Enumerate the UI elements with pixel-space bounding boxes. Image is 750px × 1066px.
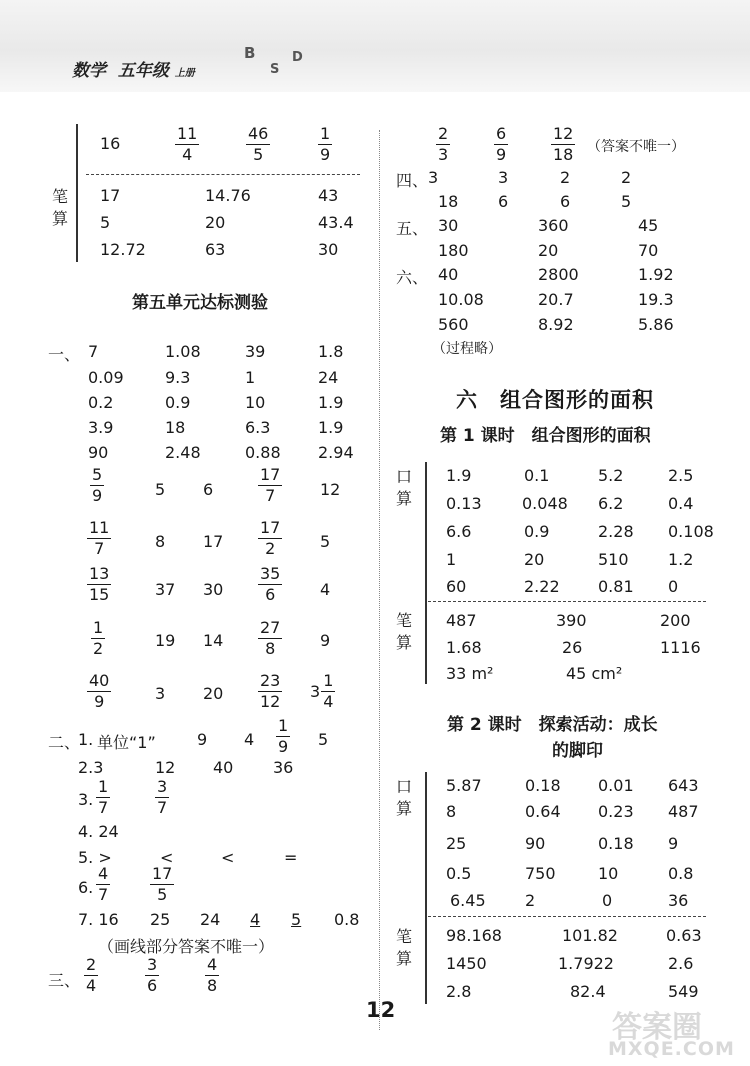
l2-kousuan-cell: 643 bbox=[668, 776, 699, 795]
s1-mixed-number: 3 $\frac{1}{4}$ bbox=[310, 671, 334, 711]
l1-kousuan-cell: 2.28 bbox=[598, 522, 634, 541]
l2-kousuan-label: 口 算 bbox=[395, 777, 412, 818]
left-top-value: 16 bbox=[100, 134, 121, 153]
l2-bisuan-cell: 0.63 bbox=[666, 926, 702, 945]
l1-kousuan-cell: 0.1 bbox=[524, 466, 550, 485]
s1-fraction: $\frac{35}{6}$ bbox=[260, 564, 281, 604]
left-bisuan-cell: 30 bbox=[318, 240, 339, 259]
l1-kousuan-cell: 0.81 bbox=[598, 577, 634, 596]
l2-kousuan-cell: 0.01 bbox=[598, 776, 634, 795]
left-bisuan-cell: 43 bbox=[318, 186, 339, 205]
s2-item1-value: 4 bbox=[244, 730, 255, 749]
s2-item7-underlined: 5 bbox=[291, 910, 302, 929]
right-top-note: （答案不唯一） bbox=[587, 139, 685, 155]
s1-fraction: $\frac{1}{2}$ bbox=[93, 618, 104, 658]
s4-cell: 6 bbox=[498, 192, 509, 211]
l1-kousuan-cell: 1.9 bbox=[446, 466, 472, 485]
s5-cell: 360 bbox=[538, 216, 569, 235]
section-1-label: 一、 bbox=[48, 345, 81, 364]
s2-item2-value: 12 bbox=[155, 758, 176, 777]
s1-cell: 1.9 bbox=[318, 393, 344, 412]
l1-kousuan-cell: 6.6 bbox=[446, 522, 472, 541]
section-2-label: 二、 bbox=[48, 733, 81, 752]
l1-kousuan-cell: 1.2 bbox=[668, 550, 694, 569]
l1-bisuan-label: 笔 算 bbox=[395, 611, 412, 652]
l1-kousuan-cell: 2.22 bbox=[524, 577, 560, 596]
watermark-url: MXQE.COM bbox=[608, 1038, 735, 1060]
s1-fraction: $\frac{17}{7}$ bbox=[260, 465, 281, 505]
l2-bisuan-cell: 2.8 bbox=[446, 982, 472, 1001]
l2-kousuan-cell: 8 bbox=[446, 802, 457, 821]
s5-cell: 70 bbox=[638, 241, 659, 260]
l1-kousuan-cell: 0.108 bbox=[668, 522, 714, 541]
l1-bisuan-cell: 390 bbox=[556, 611, 587, 630]
s1-frac-row-value: 5 bbox=[320, 532, 331, 551]
left-bisuan-label: 笔 算 bbox=[51, 187, 68, 228]
edition-letter-s: S bbox=[270, 62, 280, 77]
l2-bisuan-cell: 82.4 bbox=[570, 982, 606, 1001]
s4-cell: 2 bbox=[621, 168, 632, 187]
l2-bisuan-cell: 1450 bbox=[446, 954, 487, 973]
s2-item1-value: 9 bbox=[197, 730, 208, 749]
s2-note: （画线部分答案不唯一） bbox=[98, 937, 275, 956]
l2-kousuan-cell: 36 bbox=[668, 891, 689, 910]
l2-kousuan-cell: 0.8 bbox=[668, 864, 694, 883]
s2-item7-value: 7. 16 bbox=[78, 910, 119, 929]
s3-fraction-3: $\frac{4}{8}$ bbox=[207, 955, 218, 995]
s4-cell: 3 bbox=[498, 168, 509, 187]
s2-item2-value: 40 bbox=[213, 758, 234, 777]
s4-cell: 2 bbox=[560, 168, 571, 187]
l1-kousuan-cell: 6.2 bbox=[598, 494, 624, 513]
l1-bisuan-cell: 26 bbox=[562, 638, 583, 657]
l1-bisuan-cell: 1.68 bbox=[446, 638, 482, 657]
l2-kousuan-cell: 10 bbox=[598, 864, 619, 883]
s5-cell: 20 bbox=[538, 241, 559, 260]
s1-cell: 90 bbox=[88, 443, 109, 462]
l2-kousuan-cell: 5.87 bbox=[446, 776, 482, 795]
s1-cell: 6.3 bbox=[245, 418, 271, 437]
l2-vertical-rule bbox=[425, 772, 427, 1004]
s1-frac-row-value: 6 bbox=[203, 480, 214, 499]
left-top-fraction-2: $\frac{46}{5}$ bbox=[248, 124, 269, 164]
l2-bisuan-cell: 101.82 bbox=[562, 926, 618, 945]
left-bisuan-cell: 17 bbox=[100, 186, 121, 205]
s1-frac-row-value: 9 bbox=[320, 631, 331, 650]
s1-frac-row-value: 12 bbox=[320, 480, 341, 499]
s2-item3-fraction-1: $\frac{1}{7}$ bbox=[98, 777, 109, 817]
l1-area-answer: 33 m² bbox=[446, 664, 494, 683]
left-bisuan-cell: 43.4 bbox=[318, 213, 354, 232]
s1-frac-row-value: 20 bbox=[203, 684, 224, 703]
l2-bisuan-label: 笔 算 bbox=[395, 927, 412, 968]
s1-fraction: $\frac{23}{12}$ bbox=[260, 671, 281, 711]
s4-cell: 5 bbox=[621, 192, 632, 211]
s1-cell: 7 bbox=[88, 342, 99, 361]
left-bisuan-cell: 20 bbox=[205, 213, 226, 232]
s4-cell: 3 bbox=[428, 168, 439, 187]
lesson-2-title-line-2: 的脚印 bbox=[552, 741, 603, 761]
left-dashed-separator bbox=[86, 174, 360, 175]
s2-item6-fraction-2: $\frac{17}{5}$ bbox=[152, 864, 173, 904]
l1-area-answer: 45 cm² bbox=[566, 664, 623, 683]
edition-letter-d: D bbox=[292, 50, 303, 65]
header-subject: 数学 五年级 上册 bbox=[72, 61, 195, 81]
l1-kousuan-cell: 510 bbox=[598, 550, 629, 569]
s6-cell: 5.86 bbox=[638, 315, 674, 334]
page-number: 12 bbox=[366, 998, 396, 1022]
s1-frac-row-value: 17 bbox=[203, 532, 224, 551]
s1-frac-row-value: 19 bbox=[155, 631, 176, 650]
s2-item6-prefix: 6. bbox=[78, 878, 94, 897]
s2-item2-value: 2.3 bbox=[78, 758, 104, 777]
l1-kousuan-cell: 0.9 bbox=[524, 522, 550, 541]
s2-item5-value: = bbox=[284, 848, 298, 867]
s6-cell: 20.7 bbox=[538, 290, 574, 309]
column-divider bbox=[379, 130, 380, 1030]
section-6-label: 六、 bbox=[396, 268, 429, 287]
s4-cell: 6 bbox=[560, 192, 571, 211]
s1-fraction: $\frac{40}{9}$ bbox=[89, 671, 110, 711]
s1-cell: 10 bbox=[245, 393, 266, 412]
s1-cell: 2.48 bbox=[165, 443, 201, 462]
l2-kousuan-cell: 0.64 bbox=[525, 802, 561, 821]
s6-cell: 560 bbox=[438, 315, 469, 334]
s3-fraction-1: $\frac{2}{4}$ bbox=[86, 955, 97, 995]
s4-cell: 18 bbox=[438, 192, 459, 211]
s6-cell: 8.92 bbox=[538, 315, 574, 334]
s1-frac-row-value: 4 bbox=[320, 580, 331, 599]
l1-kousuan-cell: 0.13 bbox=[446, 494, 482, 513]
s2-item1-value: 5 bbox=[318, 730, 329, 749]
l2-kousuan-cell: 6.45 bbox=[450, 891, 486, 910]
lesson-2-title-line-1: 第 2 课时 探索活动：成长 bbox=[447, 715, 658, 735]
l1-kousuan-cell: 0 bbox=[668, 577, 679, 596]
unit-title: 第五单元达标测验 bbox=[132, 293, 268, 313]
l1-bisuan-cell: 200 bbox=[660, 611, 691, 630]
s2-item5-value: < bbox=[221, 848, 235, 867]
s2-item1-fraction: $\frac{1}{9}$ bbox=[278, 716, 289, 756]
s1-cell: 2.94 bbox=[318, 443, 354, 462]
s1-cell: 18 bbox=[165, 418, 186, 437]
left-top-fraction-1: $\frac{11}{4}$ bbox=[177, 124, 198, 164]
l1-bisuan-cell: 487 bbox=[446, 611, 477, 630]
l2-kousuan-cell: 487 bbox=[668, 802, 699, 821]
s1-frac-row-value: 14 bbox=[203, 631, 224, 650]
left-top-fraction-3: $\frac{1}{9}$ bbox=[320, 124, 331, 164]
s2-item4: 4. 24 bbox=[78, 822, 119, 841]
s1-cell: 0.09 bbox=[88, 368, 124, 387]
lesson-1-title: 第 1 课时 组合图形的面积 bbox=[440, 426, 651, 446]
section-5-label: 五、 bbox=[396, 219, 429, 238]
s1-frac-row-value: 5 bbox=[155, 480, 166, 499]
l2-kousuan-cell: 0.5 bbox=[446, 864, 472, 883]
l1-kousuan-cell: 5.2 bbox=[598, 466, 624, 485]
l2-kousuan-cell: 750 bbox=[525, 864, 556, 883]
s2-item5-value: < bbox=[160, 848, 174, 867]
l2-kousuan-cell: 0.23 bbox=[598, 802, 634, 821]
s1-fraction: $\frac{5}{9}$ bbox=[92, 465, 103, 505]
s1-cell: 0.88 bbox=[245, 443, 281, 462]
s2-item7-underlined: 4 bbox=[250, 910, 261, 929]
s6-cell: 1.92 bbox=[638, 265, 674, 284]
s1-cell: 0.2 bbox=[88, 393, 114, 412]
l1-kousuan-cell: 0.048 bbox=[522, 494, 568, 513]
left-bisuan-cell: 63 bbox=[205, 240, 226, 259]
right-top-fraction-3: $\frac{12}{18}$ bbox=[553, 124, 574, 164]
left-top-vertical-rule bbox=[76, 124, 78, 262]
l1-kousuan-label: 口 算 bbox=[395, 467, 412, 508]
s1-cell: 1 bbox=[245, 368, 256, 387]
section-4-label: 四、 bbox=[396, 171, 429, 190]
s2-item1-prefix: 1. bbox=[78, 730, 94, 749]
s6-cell: 40 bbox=[438, 265, 459, 284]
s2-item7-value: 0.8 bbox=[334, 910, 360, 929]
l2-bisuan-cell: 1.7922 bbox=[558, 954, 614, 973]
s1-frac-row-value: 8 bbox=[155, 532, 166, 551]
left-bisuan-cell: 12.72 bbox=[100, 240, 146, 259]
s1-fraction: $\frac{11}{7}$ bbox=[89, 518, 110, 558]
s1-frac-row-value: 3 bbox=[155, 684, 166, 703]
s1-cell: 39 bbox=[245, 342, 266, 361]
l2-kousuan-cell: 90 bbox=[525, 834, 546, 853]
chapter-title: 六 组合图形的面积 bbox=[456, 388, 654, 412]
s2-item6-fraction-1: $\frac{4}{7}$ bbox=[98, 864, 109, 904]
s1-cell: 24 bbox=[318, 368, 339, 387]
s2-item7-value: 25 bbox=[150, 910, 171, 929]
l2-kousuan-cell: 0 bbox=[602, 891, 613, 910]
s1-fraction: $\frac{13}{15}$ bbox=[89, 564, 110, 604]
s5-cell: 45 bbox=[638, 216, 659, 235]
l1-kousuan-cell: 0.4 bbox=[668, 494, 694, 513]
s6-cell: 19.3 bbox=[638, 290, 674, 309]
l1-kousuan-cell: 1 bbox=[446, 550, 457, 569]
l2-kousuan-cell: 9 bbox=[668, 834, 679, 853]
l2-dashed-separator bbox=[428, 916, 706, 917]
l2-kousuan-cell: 25 bbox=[446, 834, 467, 853]
s1-frac-row-value: 30 bbox=[203, 580, 224, 599]
l1-vertical-rule bbox=[425, 462, 427, 684]
l1-kousuan-cell: 2.5 bbox=[668, 466, 694, 485]
s2-item1-text: 单位“1” bbox=[97, 733, 156, 752]
s1-cell: 1.8 bbox=[318, 342, 344, 361]
s2-item2-value: 36 bbox=[273, 758, 294, 777]
s2-item3-fraction-2: $\frac{3}{7}$ bbox=[157, 777, 168, 817]
s1-fraction: $\frac{17}{2}$ bbox=[260, 518, 281, 558]
s1-cell: 0.9 bbox=[165, 393, 191, 412]
l1-kousuan-cell: 60 bbox=[446, 577, 467, 596]
right-top-fraction-1: $\frac{2}{3}$ bbox=[438, 124, 449, 164]
s1-cell: 1.08 bbox=[165, 342, 201, 361]
s5-cell: 180 bbox=[438, 241, 469, 260]
l1-bisuan-cell: 1116 bbox=[660, 638, 701, 657]
s5-cell: 30 bbox=[438, 216, 459, 235]
l1-dashed-separator bbox=[428, 601, 706, 602]
s1-fraction: $\frac{27}{8}$ bbox=[260, 618, 281, 658]
s1-cell: 9.3 bbox=[165, 368, 191, 387]
s1-cell: 1.9 bbox=[318, 418, 344, 437]
left-bisuan-cell: 14.76 bbox=[205, 186, 251, 205]
s6-cell: 10.08 bbox=[438, 290, 484, 309]
s2-item7-value: 24 bbox=[200, 910, 221, 929]
l1-kousuan-cell: 20 bbox=[524, 550, 545, 569]
l2-bisuan-cell: 549 bbox=[668, 982, 699, 1001]
watermark-logo: 答案圈 bbox=[612, 1010, 702, 1045]
l2-bisuan-cell: 98.168 bbox=[446, 926, 502, 945]
section-3-label: 三、 bbox=[48, 971, 81, 990]
s6-cell: 2800 bbox=[538, 265, 579, 284]
l2-kousuan-cell: 0.18 bbox=[525, 776, 561, 795]
s2-item5-value: 5. > bbox=[78, 848, 112, 867]
left-bisuan-cell: 5 bbox=[100, 213, 111, 232]
s1-frac-row-value: 37 bbox=[155, 580, 176, 599]
edition-letter-b: B bbox=[244, 44, 256, 62]
right-top-fraction-2: $\frac{6}{9}$ bbox=[496, 124, 507, 164]
l2-bisuan-cell: 2.6 bbox=[668, 954, 694, 973]
s2-item3-prefix: 3. bbox=[78, 790, 94, 809]
l2-kousuan-cell: 2 bbox=[525, 891, 536, 910]
l2-kousuan-cell: 0.18 bbox=[598, 834, 634, 853]
s1-cell: 3.9 bbox=[88, 418, 114, 437]
s6-note: （过程略） bbox=[432, 341, 502, 357]
s3-fraction-2: $\frac{3}{6}$ bbox=[147, 955, 158, 995]
